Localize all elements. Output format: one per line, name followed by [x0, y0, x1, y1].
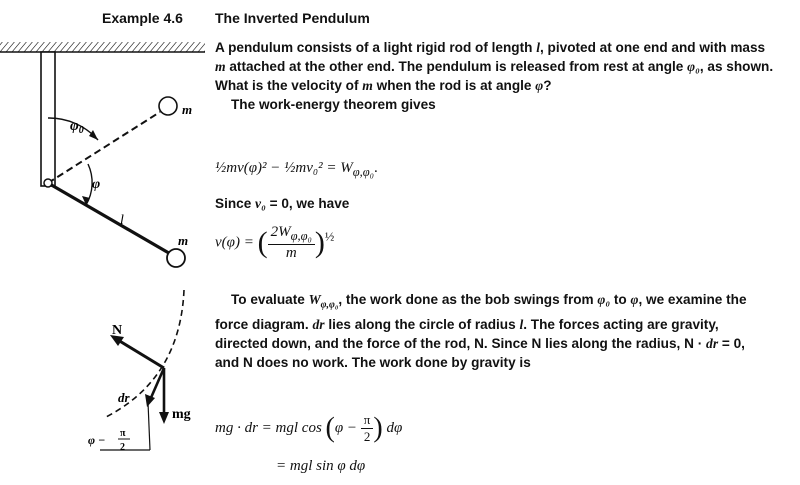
support-bar — [41, 52, 55, 186]
example-title: The Inverted Pendulum — [215, 10, 370, 26]
label-m-top: m — [182, 102, 193, 117]
bob-initial — [159, 97, 177, 115]
example-label: Example 4.6 — [102, 10, 183, 26]
label-N: N — [112, 323, 123, 338]
arrow-dr — [150, 368, 164, 400]
arrow-N — [118, 340, 164, 368]
equation-gravity-work: mg · dr = mgl cos (φ − $\frac{\pi}{2}$ ) dφ — [215, 412, 403, 444]
paragraph-force-diagram: To evaluate $W_{\varphi,\varphi_0}$, the work done as the bob swings from φ₀ to φ, we examine the force diagram. dr lies along the circle of radius l. The forces acting are gravity, directed down, and the force of the rod, N. Since N lies along the radius, N · dr = 0, and N does no work. The work done by gravity is — [215, 292, 747, 370]
paragraph-work-energy: The work-energy theorem gives — [231, 97, 436, 112]
label-dr: dr — [118, 390, 130, 405]
label-mg: mg — [172, 407, 191, 422]
label-angle-pi: π — [120, 428, 126, 439]
pendulum-figure — [0, 30, 210, 280]
initial-rod-dashed — [48, 112, 160, 183]
equation-gravity-work-result: = mgl sin φ dφ — [276, 458, 366, 474]
bob-final — [167, 249, 185, 267]
force-diagram — [80, 290, 220, 465]
paragraph-problem: A pendulum consists of a light rigid rod of length l, pivoted at one end and with mass m attached at the other end. The pendulum is released from rest at angle φ₀, as shown. What is the velocity of m when the rod is at angle φ? The work-energy theorem gives — [215, 40, 774, 112]
label-m-bottom: m — [178, 233, 189, 248]
label-phi: φ — [92, 177, 101, 192]
pivot — [44, 179, 52, 187]
label-angle-two: 2 — [120, 442, 125, 453]
paragraph-since: Since v₀ = 0, we have — [215, 196, 350, 211]
label-l: l — [120, 213, 124, 228]
pendulum-rod — [48, 183, 174, 256]
equation-work-energy: ½mv(φ)² − ½mv₀² = $W_{\varphi,\varphi_0}$. — [215, 160, 378, 179]
ceiling-hatch — [0, 42, 205, 52]
equation-velocity: v(φ) = ( $\frac{2W_{\varphi,\varphi_0}}{m}$ )$^{\frac{1}{2}}$ — [215, 224, 335, 261]
angle-line — [148, 402, 150, 450]
label-phi0: $\varphi_0$ — [70, 118, 84, 136]
circle-arc-dashed — [104, 290, 184, 418]
label-angle: φ − — [88, 433, 106, 447]
